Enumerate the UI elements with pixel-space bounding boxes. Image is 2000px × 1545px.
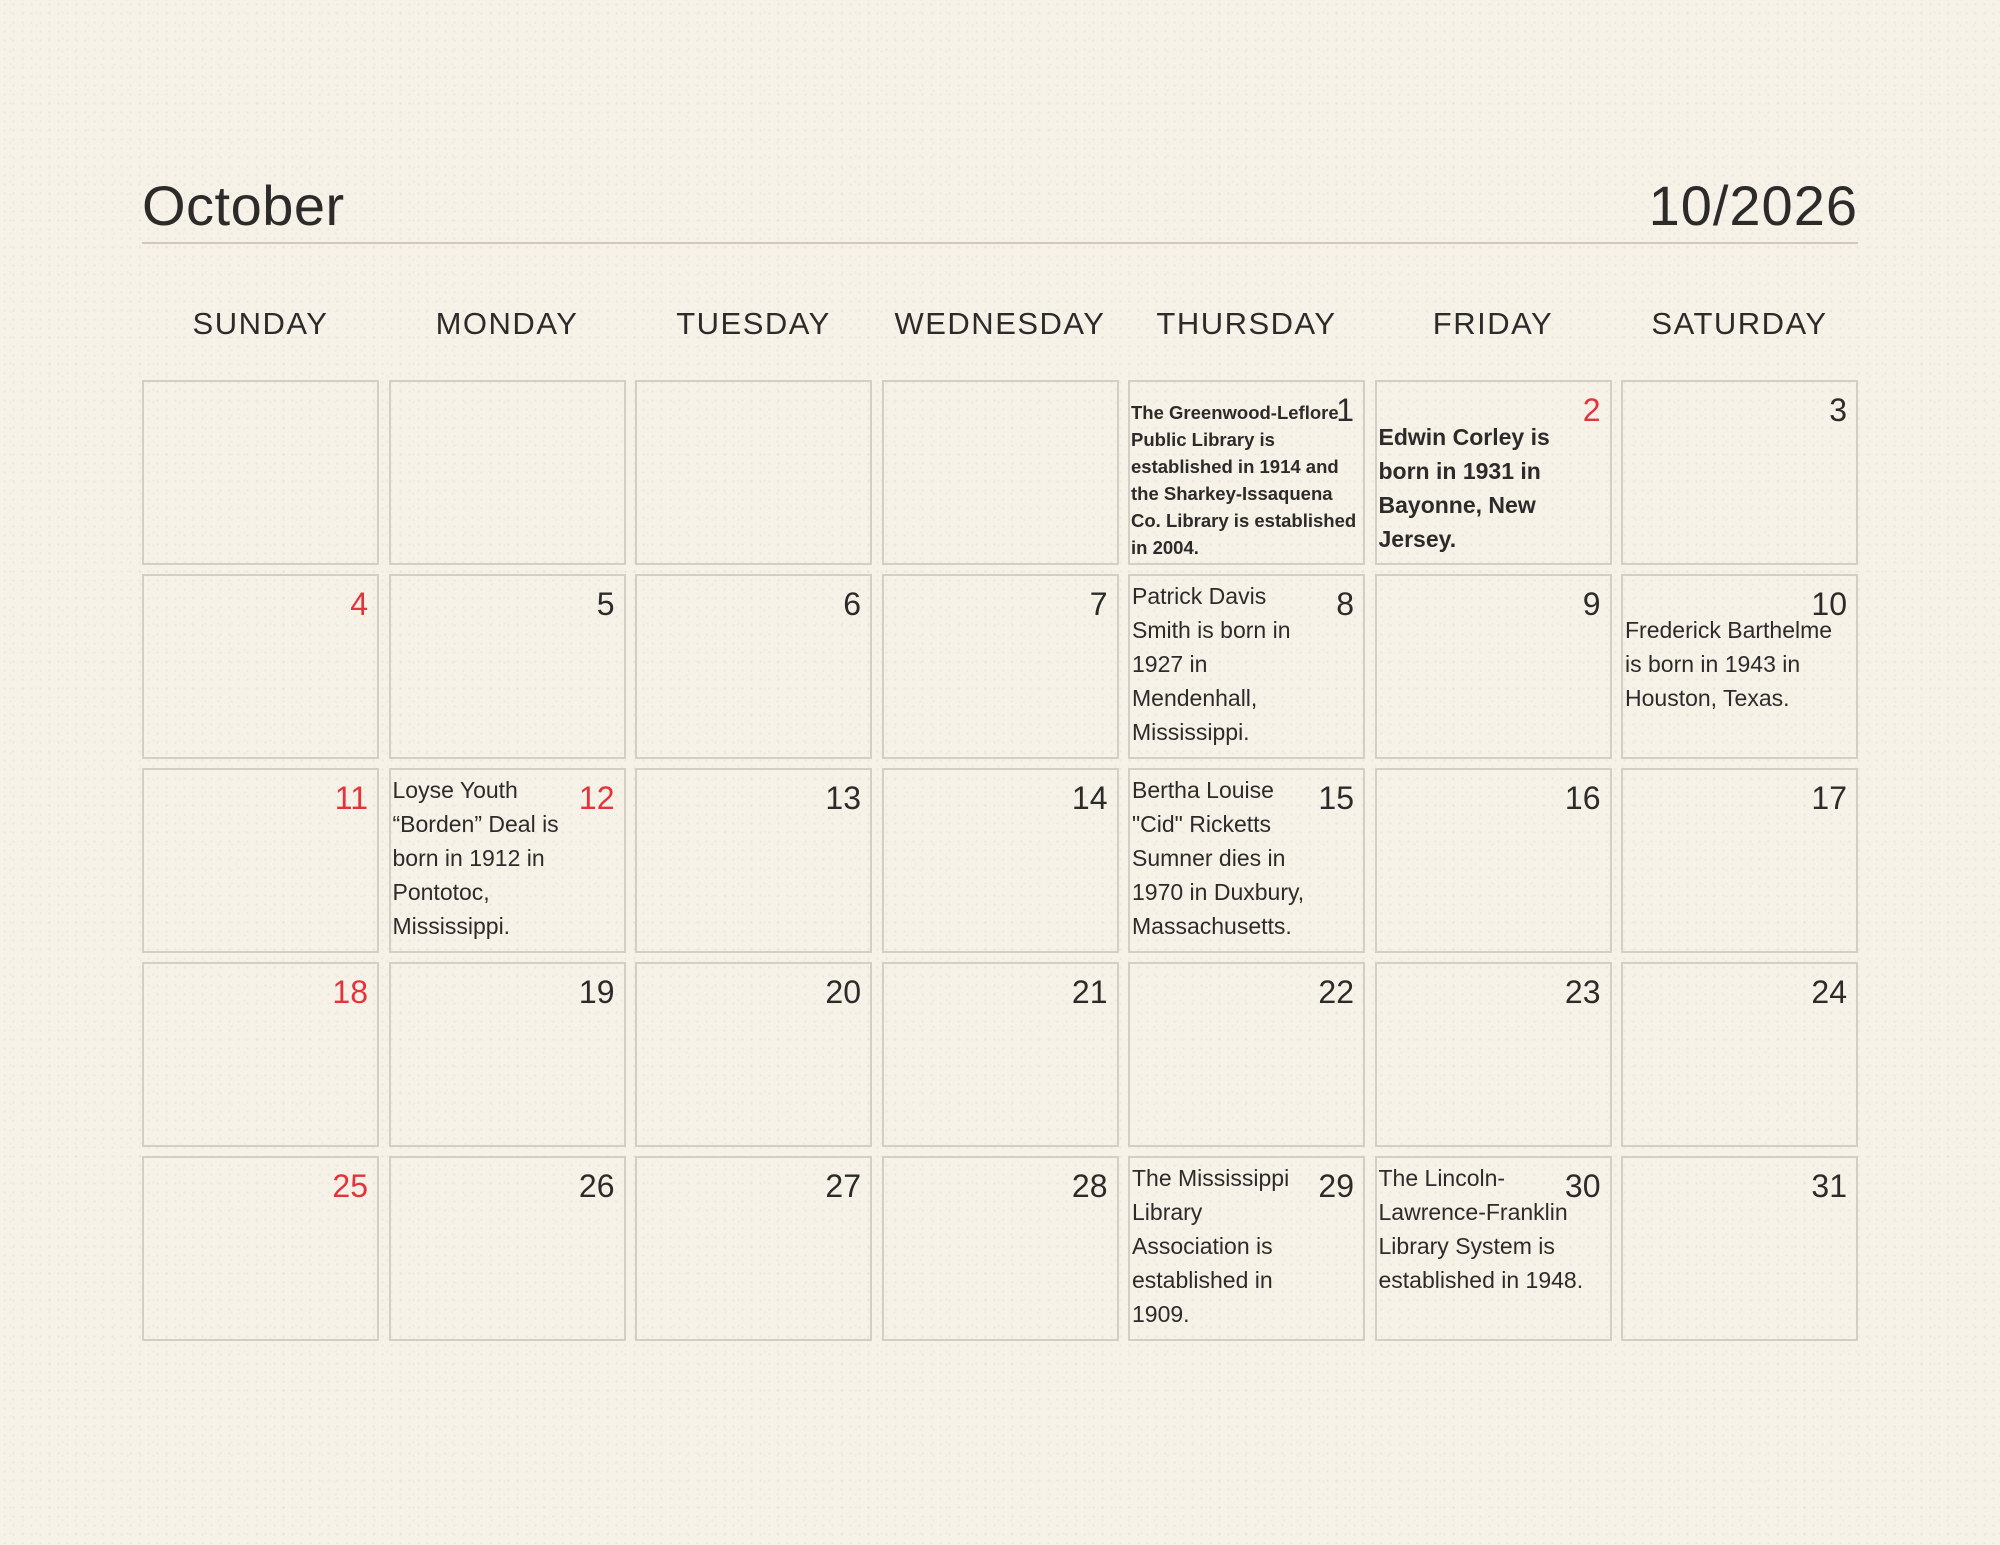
day-cell-19[interactable] bbox=[389, 962, 626, 1147]
day-number: 16 bbox=[1564, 780, 1601, 816]
day-cell-3[interactable] bbox=[1621, 380, 1858, 565]
day-cell-23[interactable] bbox=[1375, 962, 1612, 1147]
day-event-text: The Mississippi Library Association is established in 1909. bbox=[1132, 1165, 1290, 1327]
day-number: 19 bbox=[578, 974, 615, 1010]
day-event-text: Patrick Davis Smith is born in 1927 in Mendenhall, Mississippi. bbox=[1132, 583, 1291, 745]
weekday-header-row bbox=[142, 306, 1858, 346]
day-cell-31[interactable] bbox=[1621, 1156, 1858, 1341]
day-cell-28[interactable] bbox=[882, 1156, 1119, 1341]
day-number: 28 bbox=[1071, 1168, 1108, 1204]
month-title: October bbox=[142, 174, 345, 237]
day-cell-22[interactable] bbox=[1128, 962, 1365, 1147]
day-cell-10[interactable] bbox=[1621, 574, 1858, 759]
day-cell-26[interactable] bbox=[389, 1156, 626, 1341]
day-number: 22 bbox=[1318, 974, 1354, 1010]
calendar-page bbox=[142, 170, 1858, 1341]
empty-day-cell bbox=[389, 380, 626, 565]
day-event-text: Bertha Louise "Cid" Ricketts Sumner dies in 1970 in Duxbury, Massachusetts. bbox=[1132, 777, 1305, 939]
day-number: 9 bbox=[1582, 586, 1601, 622]
day-cell-15[interactable] bbox=[1128, 768, 1365, 953]
day-number: 27 bbox=[825, 1168, 861, 1204]
day-number: 13 bbox=[825, 780, 861, 816]
day-cell-16[interactable] bbox=[1375, 768, 1612, 953]
day-number: 31 bbox=[1811, 1168, 1847, 1204]
month-year-label: 10/2026 bbox=[1648, 174, 1858, 237]
calendar-header bbox=[142, 170, 1858, 244]
day-number: 17 bbox=[1811, 780, 1847, 816]
day-number: 4 bbox=[350, 586, 368, 622]
calendar-grid bbox=[142, 380, 1858, 1341]
day-cell-8[interactable] bbox=[1128, 574, 1365, 759]
day-cell-14[interactable] bbox=[882, 768, 1119, 953]
day-number: 14 bbox=[1071, 780, 1108, 816]
day-number: 29 bbox=[1318, 1168, 1354, 1204]
day-number: 23 bbox=[1564, 974, 1601, 1010]
day-number: 6 bbox=[843, 586, 861, 622]
day-number: 20 bbox=[825, 974, 861, 1010]
day-event-text: The Lincoln-Lawrence-Franklin Library System is established in 1948. bbox=[1378, 1165, 1584, 1293]
day-number: 15 bbox=[1318, 780, 1354, 816]
day-event-text: Loyse Youth “Borden” Deal is born in 1912 in Pontotoc, Mississippi. bbox=[392, 777, 559, 939]
day-cell-7[interactable] bbox=[882, 574, 1119, 759]
day-number: 7 bbox=[1089, 586, 1108, 622]
day-cell-24[interactable] bbox=[1621, 962, 1858, 1147]
day-number: 11 bbox=[334, 780, 368, 816]
day-cell-5[interactable] bbox=[389, 574, 626, 759]
day-cell-25[interactable] bbox=[142, 1156, 379, 1341]
day-cell-4[interactable] bbox=[142, 574, 379, 759]
day-cell-18[interactable] bbox=[142, 962, 379, 1147]
day-number: 10 bbox=[1811, 586, 1847, 622]
day-cell-9[interactable] bbox=[1375, 574, 1612, 759]
day-cell-12[interactable] bbox=[389, 768, 626, 953]
day-cell-2[interactable] bbox=[1375, 380, 1612, 565]
day-event-text: Edwin Corley is born in 1931 in Bayonne, New Jersey. bbox=[1378, 424, 1550, 552]
day-cell-27[interactable] bbox=[635, 1156, 872, 1341]
day-cell-20[interactable] bbox=[635, 962, 872, 1147]
weekday-friday: FRIDAY bbox=[1432, 306, 1554, 341]
day-cell-13[interactable] bbox=[635, 768, 872, 953]
day-cell-17[interactable] bbox=[1621, 768, 1858, 953]
empty-day-cell bbox=[882, 380, 1119, 565]
day-event-text: Frederick Barthelme is born in 1943 in Houston, Texas. bbox=[1625, 617, 1833, 711]
day-cell-30[interactable] bbox=[1375, 1156, 1612, 1341]
empty-day-cell bbox=[142, 380, 379, 565]
day-number: 5 bbox=[596, 586, 615, 622]
weekday-wednesday: WEDNESDAY bbox=[894, 306, 1106, 341]
day-cell-29[interactable] bbox=[1128, 1156, 1365, 1341]
day-number: 18 bbox=[332, 974, 368, 1010]
day-number: 2 bbox=[1582, 392, 1601, 428]
empty-day-cell bbox=[635, 380, 872, 565]
day-number: 8 bbox=[1336, 586, 1354, 622]
day-number: 1 bbox=[1336, 392, 1354, 428]
day-cell-21[interactable] bbox=[882, 962, 1119, 1147]
day-cell-6[interactable] bbox=[635, 574, 872, 759]
day-number: 26 bbox=[578, 1168, 615, 1204]
weekday-sunday: SUNDAY bbox=[192, 306, 329, 341]
day-cell-11[interactable] bbox=[142, 768, 379, 953]
day-cell-1[interactable] bbox=[1128, 380, 1365, 565]
weekday-saturday: SATURDAY bbox=[1651, 306, 1828, 341]
weekday-monday: MONDAY bbox=[435, 306, 579, 341]
day-number: 25 bbox=[332, 1168, 368, 1204]
day-number: 3 bbox=[1829, 392, 1847, 428]
weekday-thursday: THURSDAY bbox=[1156, 306, 1337, 341]
day-number: 12 bbox=[578, 780, 615, 816]
day-number: 21 bbox=[1071, 974, 1108, 1010]
day-number: 30 bbox=[1564, 1168, 1601, 1204]
day-number: 24 bbox=[1811, 974, 1847, 1010]
weekday-tuesday: TUESDAY bbox=[676, 306, 831, 341]
day-event-text: The Greenwood-Leflore Public Library is established in 1914 and the Sharkey-Issaquena Co. Library is established in 2004. bbox=[1131, 402, 1357, 558]
